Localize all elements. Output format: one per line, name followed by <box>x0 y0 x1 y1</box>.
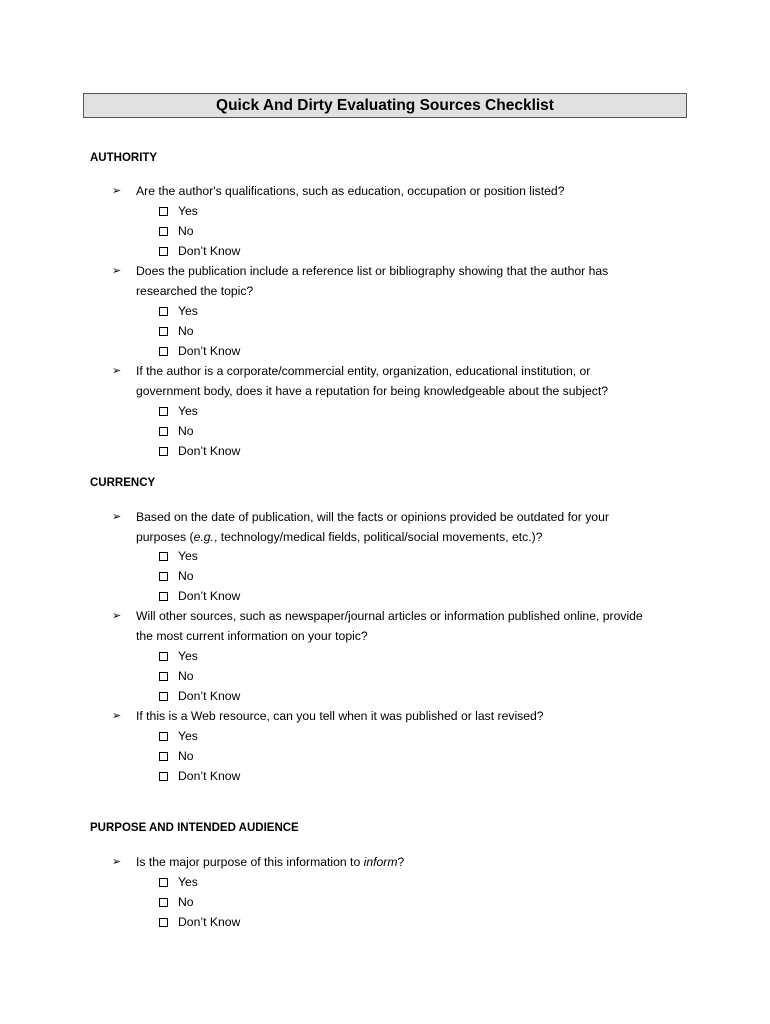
checkbox-icon[interactable] <box>159 898 168 907</box>
option-label: No <box>178 569 194 583</box>
text-segment: purposes ( <box>136 530 194 544</box>
page-title: Quick And Dirty Evaluating Sources Checklist <box>216 96 554 114</box>
option-label: Don’t Know <box>178 689 241 703</box>
question-authority-3 <box>112 361 682 401</box>
emphasis-text: e.g. <box>193 530 214 544</box>
question-text-line-2: the most current information on your topic? <box>136 629 368 643</box>
checkbox-icon[interactable] <box>159 672 168 681</box>
checkbox-icon[interactable] <box>159 347 168 356</box>
option-label: No <box>178 224 194 238</box>
arrow-bullet-icon: ➢ <box>112 511 122 523</box>
option-label: Don’t Know <box>178 915 241 929</box>
question-purpose-1 <box>112 852 682 872</box>
checkbox-icon[interactable] <box>159 407 168 416</box>
checkbox-icon[interactable] <box>159 772 168 781</box>
option-label: No <box>178 669 194 683</box>
checkbox-icon[interactable] <box>159 918 168 927</box>
arrow-bullet-icon: ➢ <box>112 610 122 622</box>
option-no[interactable] <box>159 666 194 686</box>
checkbox-icon[interactable] <box>159 327 168 336</box>
question-authority-2 <box>112 261 682 301</box>
option-yes[interactable] <box>159 201 198 221</box>
option-yes[interactable] <box>159 646 198 666</box>
arrow-bullet-icon: ➢ <box>112 265 122 277</box>
question-text-line-1: Does the publication include a reference list or bibliography showing that the author has <box>136 264 609 278</box>
option-yes[interactable] <box>159 301 198 321</box>
option-label: No <box>178 324 194 338</box>
question-text <box>136 852 682 872</box>
title-banner <box>83 93 687 118</box>
option-dont-know[interactable] <box>159 441 240 461</box>
section-heading-purpose: PURPOSE AND INTENDED AUDIENCE <box>90 822 299 834</box>
text-segment: ? <box>397 855 405 869</box>
question-currency-2 <box>112 606 682 646</box>
option-dont-know[interactable] <box>159 912 240 932</box>
option-no[interactable] <box>159 221 194 241</box>
option-label: Yes <box>178 404 198 418</box>
question-text-line-2: government body, does it have a reputation for being knowledgeable about the subject? <box>136 384 609 398</box>
section-heading-currency: CURRENCY <box>90 477 156 489</box>
option-label: Don’t Know <box>178 444 241 458</box>
arrow-bullet-icon: ➢ <box>112 365 122 377</box>
option-label: Don’t Know <box>178 589 241 603</box>
option-label: No <box>178 895 194 909</box>
question-currency-3 <box>112 706 682 726</box>
checkbox-icon[interactable] <box>159 247 168 256</box>
option-label: Yes <box>178 204 198 218</box>
option-no[interactable] <box>159 746 194 766</box>
option-yes[interactable] <box>159 726 198 746</box>
question-text: Are the author's qualifications, such as education, occupation or position listed? <box>136 184 565 198</box>
option-yes[interactable] <box>159 546 198 566</box>
option-label: No <box>178 749 194 763</box>
option-dont-know[interactable] <box>159 341 240 361</box>
text-segment: Is the major purpose of this information to <box>136 855 364 869</box>
question-currency-1 <box>112 507 682 547</box>
option-label: Yes <box>178 649 198 663</box>
checkbox-icon[interactable] <box>159 592 168 601</box>
option-no[interactable] <box>159 321 194 341</box>
option-label: Don’t Know <box>178 244 241 258</box>
checkbox-icon[interactable] <box>159 552 168 561</box>
checkbox-icon[interactable] <box>159 572 168 581</box>
text-segment: , technology/medical fields, political/social movements, etc.)? <box>213 530 543 544</box>
checkbox-icon[interactable] <box>159 427 168 436</box>
option-dont-know[interactable] <box>159 241 240 261</box>
option-label: Yes <box>178 729 198 743</box>
question-text-line-1: If the author is a corporate/commercial entity, organization, educational institution, or <box>136 364 591 378</box>
checkbox-icon[interactable] <box>159 652 168 661</box>
option-yes[interactable] <box>159 401 198 421</box>
question-text: If this is a Web resource, can you tell when it was published or last revised? <box>136 709 544 723</box>
option-no[interactable] <box>159 566 194 586</box>
option-no[interactable] <box>159 421 194 441</box>
option-dont-know[interactable] <box>159 586 240 606</box>
option-label: Yes <box>178 304 198 318</box>
checkbox-icon[interactable] <box>159 752 168 761</box>
arrow-bullet-icon: ➢ <box>112 185 122 197</box>
option-no[interactable] <box>159 892 194 912</box>
option-yes[interactable] <box>159 872 198 892</box>
checkbox-icon[interactable] <box>159 732 168 741</box>
checkbox-icon[interactable] <box>159 307 168 316</box>
option-label: Yes <box>178 549 198 563</box>
option-dont-know[interactable] <box>159 686 240 706</box>
checkbox-icon[interactable] <box>159 447 168 456</box>
question-text-line-1: Based on the date of publication, will the facts or opinions provided be outdated for your <box>136 510 609 524</box>
option-label: No <box>178 424 194 438</box>
checkbox-icon[interactable] <box>159 207 168 216</box>
checkbox-icon[interactable] <box>159 692 168 701</box>
option-dont-know[interactable] <box>159 766 240 786</box>
arrow-bullet-icon: ➢ <box>112 856 122 868</box>
question-text-line-2: researched the topic? <box>136 284 254 298</box>
option-label: Yes <box>178 875 198 889</box>
question-text-line-1: Will other sources, such as newspaper/journal articles or information published online, provide <box>136 609 643 623</box>
arrow-bullet-icon: ➢ <box>112 710 122 722</box>
checkbox-icon[interactable] <box>159 878 168 887</box>
question-authority-1 <box>112 181 682 201</box>
emphasis-text: inform <box>363 855 398 869</box>
checkbox-icon[interactable] <box>159 227 168 236</box>
section-heading-authority: AUTHORITY <box>90 152 158 164</box>
option-label: Don’t Know <box>178 344 241 358</box>
question-text-line-2 <box>136 527 682 547</box>
option-label: Don’t Know <box>178 769 241 783</box>
